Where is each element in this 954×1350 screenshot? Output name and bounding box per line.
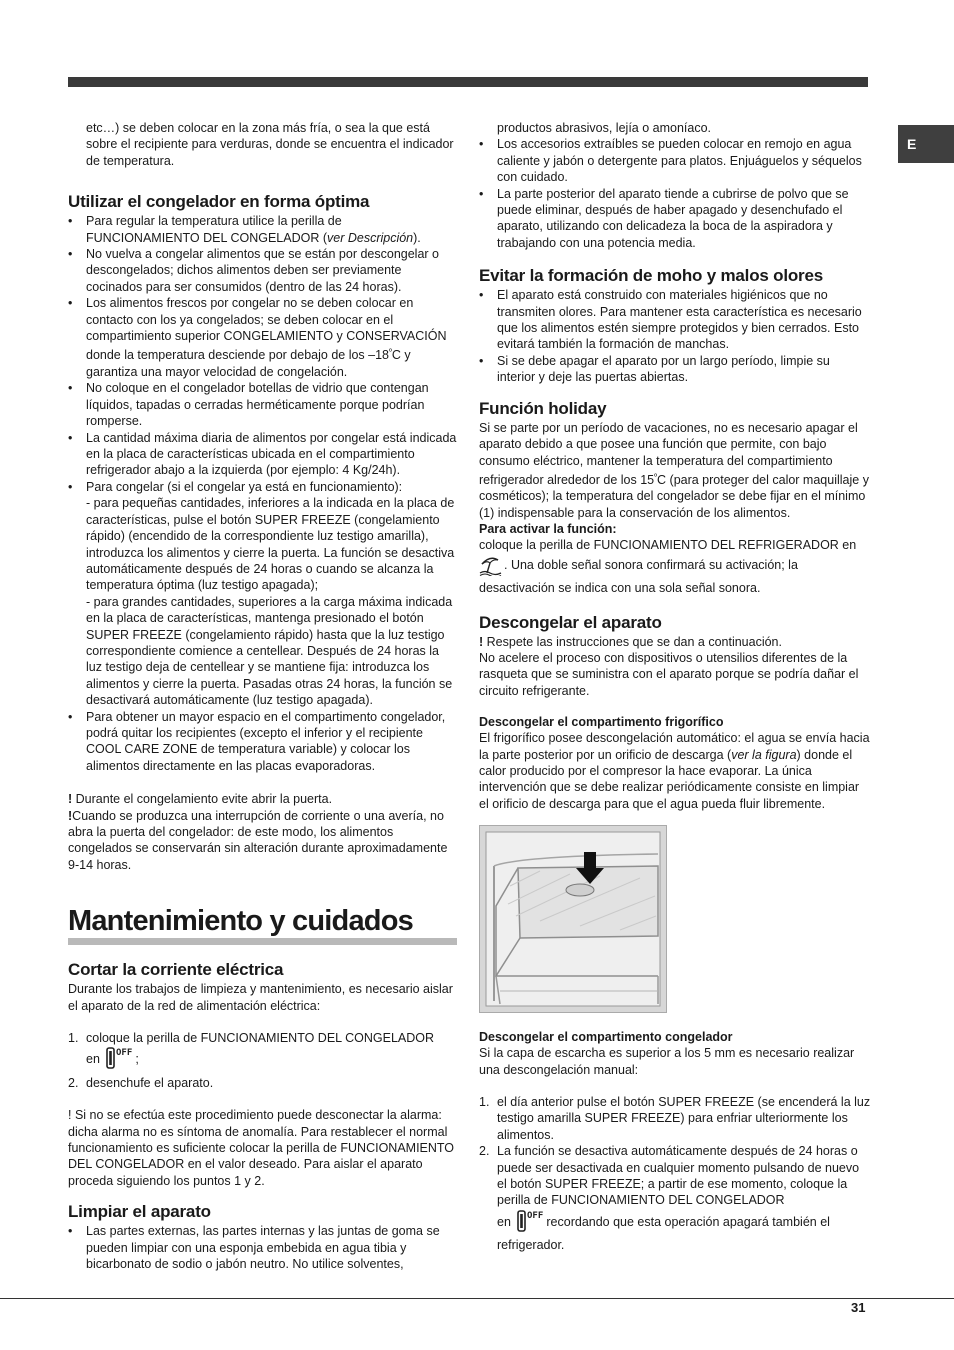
- list-item: • Para congelar (si el congelar ya está en funcionamiento): - para pequeñas cantidades, inferiores a la indicada en la placa de características, pulse el botón SUPER FREEZE (congelamiento rápido) (encendido de la correspondiente luz testigo amarilla), introduzca los alimentos y cierre la puerta. La función se desactiva automáticamente después de 24 horas o cuando se alcanza la temperatura óptima (luz testigo apagada); - para grandes cantidades, superiores a la carga máxima indicada en la placa de características, mantenga presionado el botón SUPER FREEZE (congelamiento rápido) hasta que la luz testigo correspondiente comience a centellear. Después de 24 horas la luz testigo deja de centellear y se mantiene fija: introduzca los alimentos y cierre la puerta. Pasadas otras 24 horas, la función se desactivará automáticamente (luz testigo apagada).: [68, 479, 458, 709]
- list-item: • Las partes externas, las partes internas y las juntas de goma se pueden limpiar con una esponja embebida en agua tibia y bicarbonato de sodio o jabón neutro. No utilice solventes,: [68, 1223, 458, 1272]
- freezer-defrost-heading: Descongelar el compartimento congelador: [479, 1030, 733, 1045]
- list-item: • Los alimentos frescos por congelar no se deben colocar en contacto con los ya congelados; se deben colocar en el compartimiento superior CONGELAMIENTO y CONSERVACIÓN donde la temperatura desciende por debajo de los $-18^ºC$ y garantiza una mayor velocidad de congelación.: [68, 295, 458, 380]
- holiday-umbrella-icon: [479, 554, 503, 580]
- power-heading: Cortar la corriente eléctrica: [68, 960, 284, 980]
- page-number: 31: [851, 1300, 866, 1315]
- list-item: • Para regular la temperatura utilice la perilla de FUNCIONAMIENTO DEL CONGELADOR (ver Descripción).: [68, 213, 458, 246]
- list-item: • No coloque en el congelador botellas de vidrio que contengan líquidos, tapadas o cerradas herméticamente porque podrían romperse.: [68, 380, 458, 429]
- list-item: • La cantidad máxima diaria de alimentos por congelar está indicada en la placa de características ubicada en el compartimiento refrigerador abajo a la izquierda (por ejemplo: 4 Kg/24h).: [68, 430, 458, 479]
- list-item: • Los accesorios extraíbles se pueden colocar en remojo en agua caliente y jabón o detergente para platos. Enjuáguelos y séquelos con cuidado.: [479, 136, 871, 185]
- svg-text:OFF: OFF: [116, 1048, 133, 1059]
- list-item: 2. La función se desactiva automáticamente después de 24 horas o puede ser desactivada en cualquier momento pulsando de nuevo el botón SUPER FREEZE; a partir de ese momento, coloque la perilla de FUNCIONAMIENTO DEL CONGELADOR en OFF recordando que esta operación apagará también el refrigerador.: [479, 1144, 860, 1253]
- warning-door: ! Durante el congelamiento evite abrir la puerta.: [68, 792, 333, 807]
- list-item: • No vuelva a congelar alimentos que se están por descongelar o descongelados; dichos alimentos deben ser previamente cocinados para ser consumidos (dentro de las 24 horas).: [68, 246, 458, 295]
- header-bar: [68, 77, 868, 87]
- drain-hole-figure: [479, 825, 667, 1013]
- power-steps: [68, 1030, 458, 1091]
- section-title: Mantenimiento y cuidados: [68, 905, 457, 945]
- list-item: • Si se debe apagar el aparato por un largo período, limpie su interior y deje las puertas abiertas.: [479, 353, 871, 386]
- power-note: ! Si no se efectúa este procedimiento puede desconectar la alarma: dicha alarma no es síntoma de anomalía. Para restablecer el normal funcionamiento es suficiente colocar la perilla de FUNCIONAMIENTO DEL CONGELADOR en el valor deseado. Para aislar el aparato proceda siguiendo los puntos 1 y 2.: [68, 1108, 455, 1188]
- defrost-text: No acelere el proceso con dispositivos o utensilios diferentes de la rasqueta que se suministra con el aparato porque se podría dañar el circuito refrigerante.: [479, 650, 859, 698]
- fridge-defrost-heading: Descongelar el compartimento frigorífico: [479, 715, 724, 730]
- clean-list-continued: [479, 136, 871, 251]
- footer-rule: [0, 1298, 954, 1299]
- mold-list: [479, 287, 871, 385]
- right-column: [479, 120, 871, 1254]
- defrost-heading: Descongelar el aparato: [479, 612, 662, 632]
- fridge-defrost-text: El frigorífico posee descongelación automático: el agua se envía hacia la parte posterior por un orificio de descarga (ver la figura) donde el calor producido por el compresor la hace evaporar. La única intervención que se debe realizar periódicamente consiste en limpiar el orificio de descarga para que el agua pueda fluir libremente.: [479, 731, 870, 811]
- holiday-text: Si se parte por un período de vacaciones, no es necesario apagar el aparato debido a que posee una función que permite, con bajo consumo eléctrico, mantener la temperatura del compartimiento refrigerador alrededor de los $15^ºC$ (para proteger del calor maquillaje y cosméticos); la temperatura del congelador se debe fijar en el mínimo (1) indispensable para la conservación de los alimentos.: [479, 420, 869, 520]
- warning-power-failure: !Cuando se produzca una interrupción de corriente o una avería, no abra la puerta del congelador: de este modo, los alimentos congelados se conservarán sin alteración durante aproximadamente 9-14 horas.: [68, 808, 448, 872]
- activate-text: coloque la perilla de FUNCIONAMIENTO DEL REFRIGERADOR en . Una doble señal sonora confirmará su activación; la desactivación se indica con una sola señal sonora.: [479, 538, 857, 596]
- list-item: 2. desenchufe el aparato.: [68, 1075, 214, 1090]
- list-item: 1. el día anterior pulse el botón SUPER FREEZE (se encenderá la luz testigo amarilla SUPER FREEZE) para enfriar ulteriormente los alimentos.: [479, 1094, 871, 1142]
- clean-continued: productos abrasivos, lejía o amoníaco.: [497, 121, 712, 135]
- defrost-warning: ! Respete las instrucciones que se dan a continuación.: [479, 634, 782, 649]
- svg-text:OFF: OFF: [527, 1210, 544, 1221]
- power-intro: Durante los trabajos de limpieza y mantenimiento, es necesario aislar el aparato de la red de alimentación eléctrica:: [68, 982, 453, 1013]
- activate-label: Para activar la función:: [479, 522, 617, 537]
- off-knob-icon: [106, 1046, 134, 1074]
- list-item: 1. coloque la perilla de FUNCIONAMIENTO DEL CONGELADOR en OFF ;: [68, 1030, 458, 1075]
- freezer-defrost-text: Si la capa de escarcha es superior a los 5 mm es necesario realizar una descongelación manual:: [479, 1046, 855, 1077]
- list-item: • La parte posterior del aparato tiende a cubrirse de polvo que se puede eliminar, después de haber apagado y desenchufado el aparato, utilizando con delicadeza la boca de la aspiradora y trabajando con una potencia media.: [479, 186, 871, 252]
- mold-heading: Evitar la formación de moho y malos olores: [479, 266, 823, 286]
- intro-paragraph: etc…) se deben colocar en la zona más fría, o sea la que está sobre el recipiente para verduras, donde se encuentra el indicador de temperatura.: [86, 121, 454, 168]
- freezer-list: [68, 213, 458, 774]
- freezer-heading: Utilizar el congelador en forma óptima: [68, 192, 370, 212]
- list-item: • El aparato está construido con materiales higiénicos que no transmiten olores. Para mantener esta característica es necesario que los alimentos estén siempre protegidos y bien cerrados. Esto evitará también la formación de manchas.: [479, 287, 871, 353]
- freezer-defrost-steps: [479, 1094, 871, 1254]
- left-column: [68, 120, 458, 1273]
- language-tab: E: [898, 125, 954, 163]
- off-knob-icon: [517, 1209, 545, 1237]
- list-item: • Para obtener un mayor espacio en el compartimento congelador, podrá quitar los recipientes (excepto el inferior y el recipiente COOL CARE ZONE de temperatura variable) y colocar los alimentos directamente en las placas evaporadoras.: [68, 709, 458, 775]
- clean-list: [68, 1223, 458, 1272]
- clean-heading: Limpiar el aparato: [68, 1202, 211, 1222]
- holiday-heading: Función holiday: [479, 398, 607, 418]
